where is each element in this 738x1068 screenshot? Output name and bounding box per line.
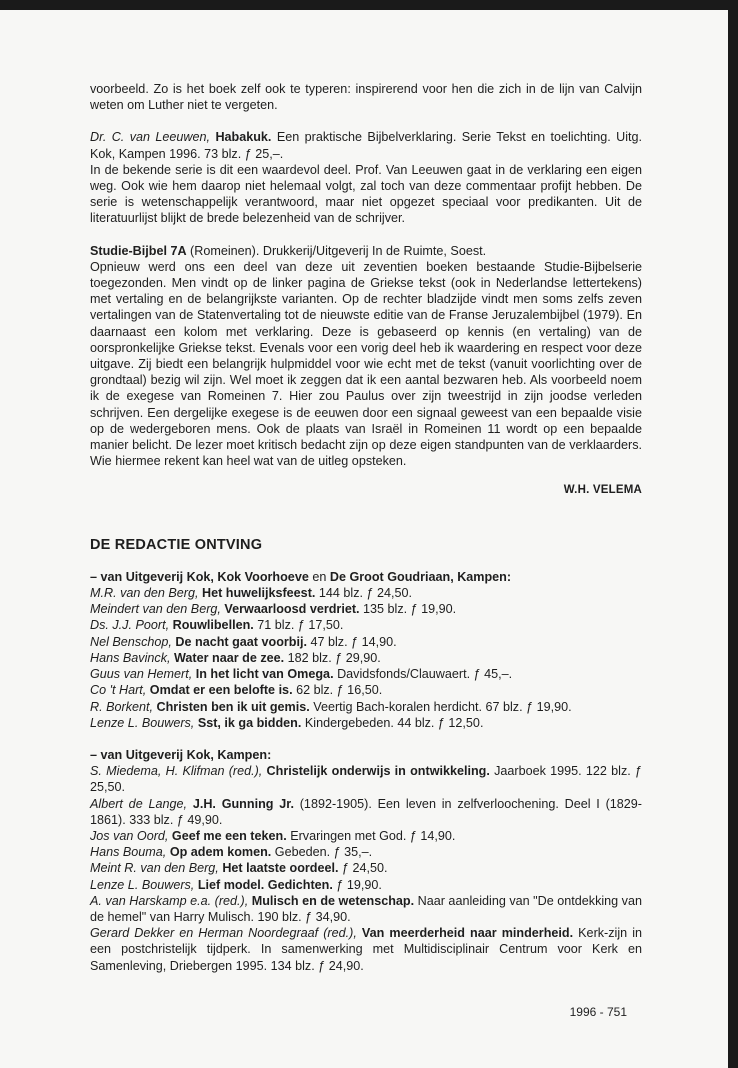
book-entry xyxy=(90,585,642,601)
entry-details: Jaarboek 1995. 122 blz. ƒ 25,50. xyxy=(90,764,642,795)
entry-author: R. Borkent, xyxy=(90,699,153,714)
entry-author: Lenze L. Bouwers, xyxy=(90,715,195,730)
entry-author: Guus van Hemert, xyxy=(90,667,193,682)
entry-author: S. Miedema, H. Klifman (red.), xyxy=(90,764,263,779)
entry-details: Davidsfonds/Clauwaert. ƒ 45,–. xyxy=(333,667,513,682)
entry-details: Gebeden. ƒ 35,–. xyxy=(271,845,373,860)
book-entry xyxy=(90,763,642,795)
book-entry xyxy=(90,877,642,893)
book-entry xyxy=(90,666,642,682)
entry-title: Op adem komen. xyxy=(169,845,272,860)
entry-author: Ds. J.J. Poort, xyxy=(90,618,170,633)
entry-title: J.H. Gunning Jr. xyxy=(192,796,294,811)
book-entry xyxy=(90,634,642,650)
entry-author: Hans Bouma, xyxy=(90,845,167,860)
book-entry xyxy=(90,617,642,633)
review-details: Een praktische Bijbelverklaring. Serie Tekst en toelichting. Uitg. Kok, Kampen 1996. 73 blz. ƒ 25,–. xyxy=(90,130,642,161)
page-content xyxy=(90,81,642,990)
entry-title: Christelijk onderwijs in ontwikkeling. xyxy=(266,764,490,779)
entry-details: ƒ 24,50. xyxy=(338,861,388,876)
publisher-group-1 xyxy=(90,569,642,731)
entry-details: 135 blz. ƒ 19,90. xyxy=(359,602,457,617)
publisher-conj: en xyxy=(308,569,330,584)
entry-title: Lief model. Gedichten. xyxy=(197,877,333,892)
entry-author: Nel Benschop, xyxy=(90,634,172,649)
document-page xyxy=(0,10,728,1068)
review-studiebijbel xyxy=(90,243,642,470)
entry-title: Verwaarloosd verdriet. xyxy=(224,602,360,617)
entry-details: 71 blz. ƒ 17,50. xyxy=(253,618,344,633)
entry-author: A. van Harskamp e.a. (red.), xyxy=(90,893,249,908)
entry-title: In het licht van Omega. xyxy=(195,667,334,682)
entry-title: Het laatste oordeel. xyxy=(222,861,339,876)
review-title: Habakuk. xyxy=(215,130,272,145)
book-entry xyxy=(90,682,642,698)
entry-author: Gerard Dekker en Herman Noordegraaf (red.), xyxy=(90,926,357,941)
entry-title: Sst, ik ga bidden. xyxy=(197,715,302,730)
entry-author: Jos van Oord, xyxy=(90,828,169,843)
reviewer-signature: W.H. VELEMA xyxy=(563,484,642,497)
book-entry xyxy=(90,828,642,844)
entry-author: Albert de Lange, xyxy=(90,796,188,811)
entry-details: Naar aanleiding van "De ontdekking van de hemel" van Harry Mulisch. 190 blz. ƒ 34,90. xyxy=(90,893,642,924)
publisher-line xyxy=(90,747,642,763)
review-continuation: voorbeeld. Zo is het boek zelf ook te typeren: inspirerend voor hen die zich in de lijn van Calvijn weten om Luther niet te vergeten. xyxy=(90,82,642,113)
section-heading: DE REDACTIE ONTVING xyxy=(90,536,263,553)
book-entry xyxy=(90,699,642,715)
book-entry xyxy=(90,796,642,828)
book-entry xyxy=(90,844,642,860)
publisher-name: – van Uitgeverij Kok, Kok Voorhoeve xyxy=(90,569,309,584)
entry-author: Co 't Hart, xyxy=(90,683,147,698)
book-entry xyxy=(90,715,642,731)
entry-details: 47 blz. ƒ 14,90. xyxy=(306,634,397,649)
entry-title: Het huwelijksfeest. xyxy=(202,586,316,601)
publisher-name-2: De Groot Goudriaan, Kampen: xyxy=(329,569,512,584)
publisher-name: – van Uitgeverij Kok, Kampen: xyxy=(90,747,272,762)
book-entry xyxy=(90,860,642,876)
entry-author: M.R. van den Berg, xyxy=(90,586,199,601)
entry-details: ƒ 19,90. xyxy=(332,877,382,892)
entry-title: Water naar de zee. xyxy=(174,650,285,665)
entry-title: Rouwlibellen. xyxy=(172,618,254,633)
entry-details: Veertig Bach-koralen herdicht. 67 blz. ƒ 19,90. xyxy=(309,699,572,714)
review-details: (Romeinen). Drukkerij/Uitgeverij In de Ruimte, Soest. xyxy=(186,243,487,258)
entry-title: Christen ben ik uit gemis. xyxy=(156,699,310,714)
entry-author: Meindert van den Berg, xyxy=(90,602,221,617)
page-number: 1996 - 751 xyxy=(569,1005,627,1019)
entry-details: Kerk-zijn in een postchristelijk tijdperk. In samenwerking met Multidisciplinair Centrum voor Kerk en Samenleving, Driebergen 1995. 134 blz. ƒ 24,90. xyxy=(90,926,643,973)
book-entry xyxy=(90,925,642,974)
entry-details: 62 blz. ƒ 16,50. xyxy=(292,683,383,698)
entry-author: Lenze L. Bouwers, xyxy=(90,877,195,892)
book-entry xyxy=(90,893,642,925)
book-entry xyxy=(90,650,642,666)
entry-title: Geef me een teken. xyxy=(171,828,287,843)
entry-author: Meint R. van den Berg, xyxy=(90,861,219,876)
book-entry xyxy=(90,601,642,617)
entry-title: Van meerderheid naar minderheid. xyxy=(361,926,574,941)
entry-details: 182 blz. ƒ 29,90. xyxy=(284,650,381,665)
review-body: In de bekende serie is dit een waardevol deel. Prof. Van Leeuwen gaat in de verklaring een eigen weg. Ook wie hem daarop niet helemaal volgt, zal toch van deze commentaar profijt hebben. De serie is wetenschappelijk verantwoord, maar niet opgezet speciaal voor predikanten. Uit de literatuurlijst blijkt de brede belezenheid van de schrijver. xyxy=(90,162,642,226)
entry-details: (1892-1905). Een leven in zelfverloochening. Deel I (1829-1861). 333 blz. ƒ 49,90. xyxy=(90,796,642,827)
entry-details: Ervaringen met God. ƒ 14,90. xyxy=(286,828,456,843)
review-title: Studie-Bijbel 7A xyxy=(90,243,187,258)
publisher-group-2 xyxy=(90,747,642,974)
review-author: Dr. C. van Leeuwen, xyxy=(90,130,211,145)
entry-details: 144 blz. ƒ 24,50. xyxy=(315,586,413,601)
publisher-line xyxy=(90,569,642,585)
review-habakuk xyxy=(90,129,642,226)
entry-title: Omdat er een belofte is. xyxy=(149,683,293,698)
review-body: Opnieuw werd ons een deel van deze uit zeventien boeken bestaande Studie-Bijbelserie toegezonden. Men vindt op de linker pagina de Griekse tekst (ook in Nederlandse lettertekens) met vertaling en de belangrijkste varianten. Op de rechter bladzijde vindt men soms zelfs zeven vertalingen van de Statenvertaling tot de nieuwste editie van de Franse Jeruzalembijbel (1979). En daarnaast een kolom met verklaring. Deze is gebaseerd op kennis (en vertaling) van de oorspronkelijke Griekse tekst. Evenals voor een vorig deel heb ik waardering en respect voor deze uitgave. Zij biedt een belangrijk hulpmiddel voor wie echt met de tekst (vanuit voorlichting over de grondtaal) bezig wil zijn. Wel moet ik zeggen dat ik een aantal bezwaren heb. Als voorbeeld noem ik de exegese van Romeinen 7. Hier zou Paulus over zijn tweestrijd in zijn joodse verleden schrijven. Een dergelijke exegese is de eeuwen door een signaal geweest van een bepaalde visie op de wedergeboren mens. Ook de plaats van Israël in Romeinen 11 wordt op een bepaalde manier belicht. De lezer moet kritisch bedacht zijn op deze eigen standpunten van de verklaarders. Wie hiermee rekent kan heel wat van de uitleg opsteken. xyxy=(90,259,642,469)
entry-author: Hans Bavinck, xyxy=(90,650,171,665)
entry-details: Kindergebeden. 44 blz. ƒ 12,50. xyxy=(301,715,484,730)
entry-title: Mulisch en de wetenschap. xyxy=(251,893,415,908)
entry-title: De nacht gaat voorbij. xyxy=(175,634,307,649)
